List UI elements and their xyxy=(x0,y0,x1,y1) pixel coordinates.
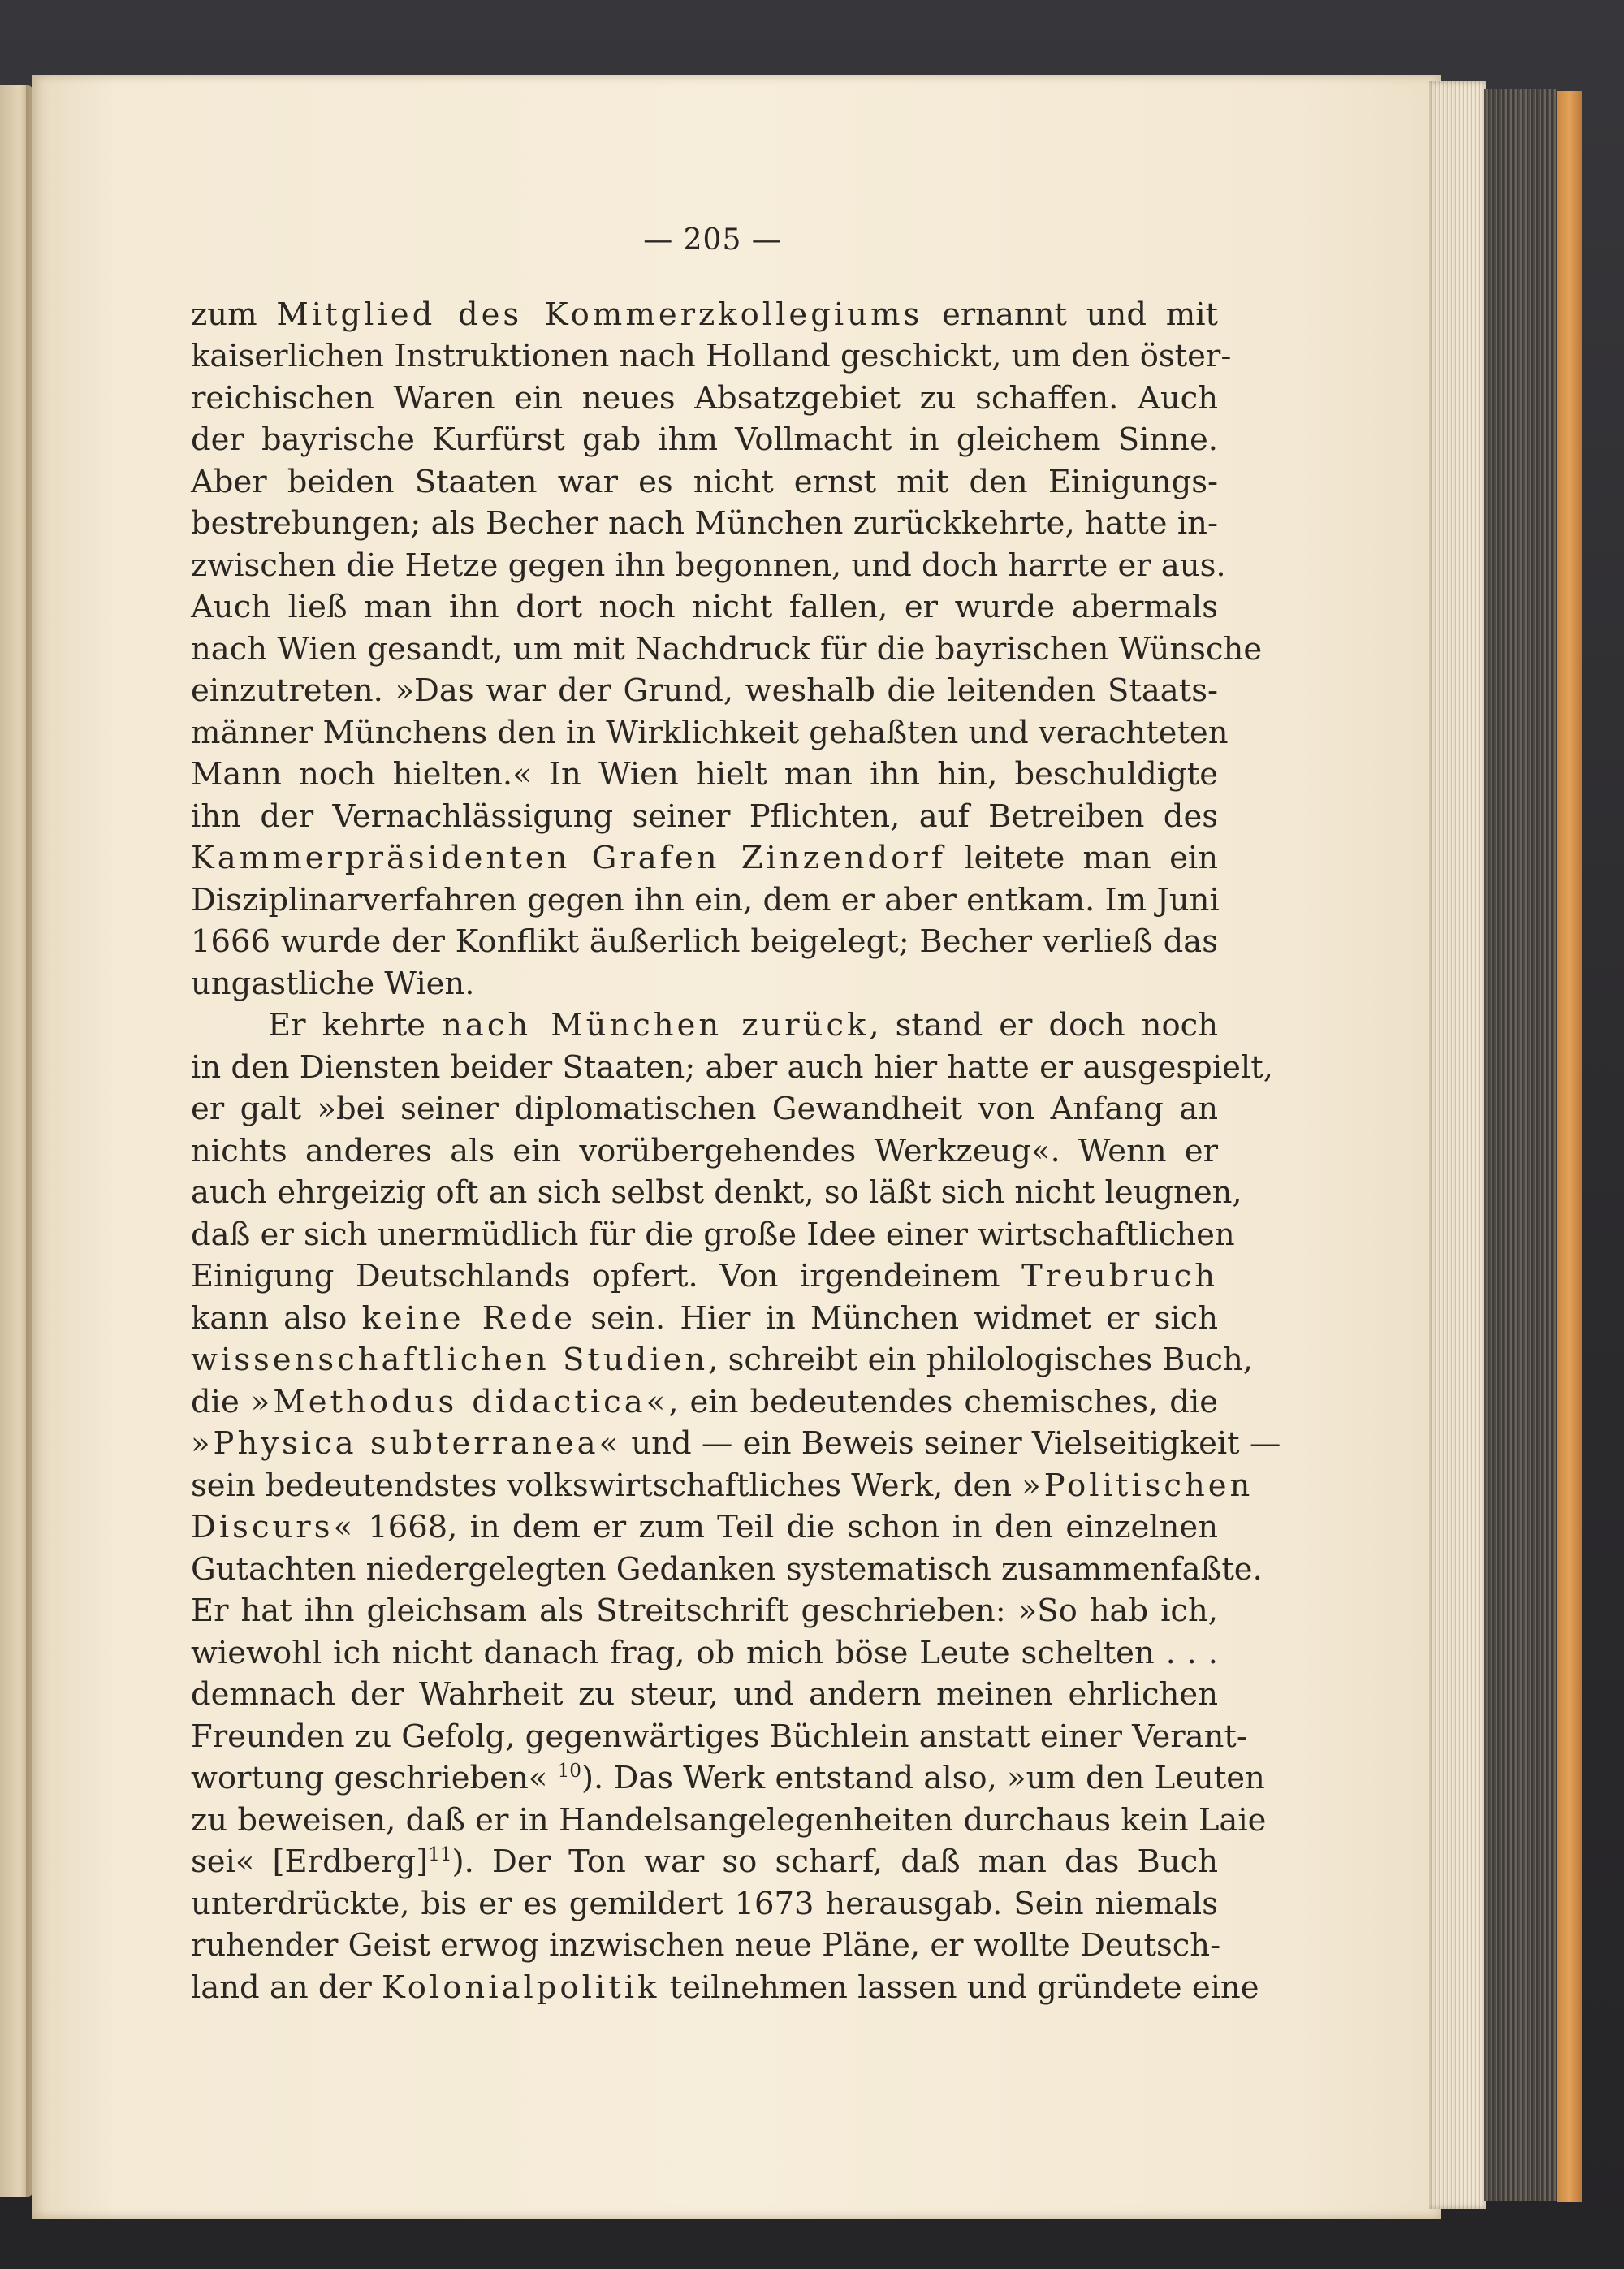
text-line xyxy=(191,1967,1259,2009)
text-line xyxy=(191,1841,1218,1883)
text-line xyxy=(191,294,1218,336)
text-run: nach München zurück xyxy=(442,1007,870,1044)
text-run: reichischen Waren ein neues Absatzgebiet zu schaffen. Auch xyxy=(191,379,1218,417)
text-run: 1666 wurde der Konflikt äußerlich beigelegt; Becher verließ das xyxy=(191,923,1218,960)
text-line xyxy=(191,503,1218,545)
text-line xyxy=(191,1549,1263,1591)
text-run: zum xyxy=(191,296,277,333)
text-run: Auch ließ man ihn dort noch nicht fallen, er wurde abermals xyxy=(191,589,1218,625)
page-edges xyxy=(1429,81,1486,2209)
text-run: kann also xyxy=(191,1299,362,1337)
text-line xyxy=(191,586,1218,629)
text-run: sein. Hier in München widmet er sich xyxy=(576,1299,1218,1337)
text-run: demnach der Wahrheit zu steur, und andern meinen ehrlichen xyxy=(191,1676,1218,1713)
text-run: wiewohl ich nicht danach frag, ob mich böse Leute schelten . . . xyxy=(191,1634,1218,1671)
text-run: er galt »bei seiner diplomatischen Gewandheit von Anfang an xyxy=(191,1091,1218,1127)
text-line xyxy=(191,670,1218,712)
text-line xyxy=(191,335,1232,378)
text-run: Gutachten niedergelegten Gedanken systematisch zusammenfaßte. xyxy=(191,1550,1263,1588)
text-run: einzutreten. »Das war der Grund, weshalb die leitenden Staats- xyxy=(191,672,1218,709)
text-run: ). Der Ton war so scharf, daß man das Buch xyxy=(451,1843,1218,1880)
text-line xyxy=(191,629,1263,671)
text-line xyxy=(191,1339,1253,1381)
text-line xyxy=(191,1172,1242,1214)
text-run: ernannt und mit xyxy=(922,296,1219,333)
text-run: unterdrückte, bis er es gemildert 1673 herausgab. Sein niemals xyxy=(191,1885,1218,1922)
text-run: sein bedeutendstes volkswirtschaftliches Werk, den xyxy=(191,1467,1022,1504)
text-line xyxy=(191,963,1218,1005)
text-run: Er hat ihn gleichsam als Streitschrift geschrieben: »So hab ich, xyxy=(191,1593,1218,1629)
text-line xyxy=(191,1298,1218,1340)
text-run: Freunden zu Gefolg, gegenwärtiges Büchlein anstatt einer Verant- xyxy=(191,1718,1247,1755)
text-run: Treubruch xyxy=(1021,1258,1218,1294)
text-run: und — ein Beweis seiner Vielseitigkeit — xyxy=(621,1425,1281,1462)
text-line xyxy=(191,837,1218,880)
text-line xyxy=(191,1423,1281,1465)
text-run: ihn der Vernachlässigung seiner Pflichten, auf Betreiben des xyxy=(191,797,1218,835)
text-run: Aber beiden Staaten war es nicht ernst mit den Einigungs- xyxy=(191,463,1218,500)
text-line xyxy=(191,1506,1218,1549)
text-run: ungastliche Wien. xyxy=(191,965,475,1002)
text-run: Kolonialpolitik xyxy=(382,1969,660,2006)
text-run: in den Diensten beider Staaten; aber auch hier hatte er ausgespielt, xyxy=(191,1048,1273,1086)
text-line xyxy=(191,1674,1218,1716)
text-run: nichts anderes als ein vorübergehendes Werkzeug«. Wenn er xyxy=(191,1132,1218,1169)
text-run: 1668, in dem er zum Teil die schon in den einzelnen xyxy=(356,1509,1218,1545)
text-line xyxy=(191,1214,1235,1256)
text-line xyxy=(191,1883,1218,1925)
text-line xyxy=(191,1047,1273,1089)
text-run: , ein bedeutendes chemisches, die xyxy=(668,1383,1219,1420)
paragraph-1 xyxy=(191,294,1263,1005)
text-run: wissenschaftlichen Studien xyxy=(191,1342,709,1378)
text-run: »Physica subterranea« xyxy=(191,1425,622,1462)
text-run: männer Münchens den in Wirklichkeit gehaßten und verachteten xyxy=(191,714,1229,751)
text-run: bestrebungen; als Becher nach München zurückkehrte, hatte in- xyxy=(191,505,1218,542)
page-number: — 205 — xyxy=(643,223,782,257)
text-run: zwischen die Hetze gegen ihn begonnen, und doch harrte er aus. xyxy=(191,547,1226,584)
text-run: Einigung Deutschlands opfert. Von irgendeinem xyxy=(191,1258,1022,1294)
text-line xyxy=(191,1716,1247,1758)
text-line xyxy=(191,1800,1267,1842)
text-run: wortung geschrieben« xyxy=(191,1760,558,1796)
text-line xyxy=(191,796,1218,838)
text-run: auch ehrgeizig oft an sich selbst denkt, so läßt sich nicht leugnen, xyxy=(191,1174,1242,1211)
text-run: Er kehrte xyxy=(268,1007,443,1044)
text-line xyxy=(191,1256,1218,1298)
text-line xyxy=(191,1590,1218,1632)
text-run: der bayrische Kurfürst gab ihm Vollmacht in gleichem Sinne. xyxy=(191,421,1218,458)
text-line xyxy=(191,754,1218,796)
text-run: , stand er doch noch xyxy=(869,1007,1218,1044)
footnote-ref: 10 xyxy=(557,1761,581,1783)
text-run: sei« [Erdberg] xyxy=(191,1843,429,1880)
text-line xyxy=(191,419,1218,461)
text-run: ). Das Werk entstand also, »um den Leuten xyxy=(581,1760,1265,1796)
text-line xyxy=(191,1465,1254,1507)
text-run: Disziplinarverfahren gegen ihn ein, dem er aber entkam. Im Juni xyxy=(191,881,1220,918)
text-line xyxy=(191,880,1218,922)
text-run: ruhender Geist erwog inzwischen neue Pläne, er wollte Deutsch- xyxy=(191,1927,1221,1964)
text-line xyxy=(191,1381,1218,1424)
text-run: die xyxy=(191,1383,251,1420)
text-run: Kammerpräsidenten Grafen Zinzendorf xyxy=(191,840,947,876)
paragraph-2 xyxy=(191,1005,1281,2008)
page-block-shadow xyxy=(1484,89,1557,2201)
text-line xyxy=(191,1005,1218,1047)
text-line xyxy=(191,712,1229,754)
text-line xyxy=(191,1925,1221,1967)
text-run: daß er sich unermüdlich für die große Idee einer wirtschaftlichen xyxy=(191,1216,1235,1253)
text-run: »Politischen xyxy=(1021,1467,1254,1504)
text-run: , schreibt ein philologisches Buch, xyxy=(708,1342,1253,1378)
text-line xyxy=(191,378,1218,420)
text-line xyxy=(191,1130,1218,1173)
text-run: zu beweisen, daß er in Handelsangelegenheiten durchaus kein Laie xyxy=(191,1801,1267,1839)
text-run: Mann noch hielten.« In Wien hielt man ihn hin, beschuldigte xyxy=(191,756,1218,793)
text-run: nach Wien gesandt, um mit Nachdruck für die bayrischen Wünsche xyxy=(191,630,1263,668)
text-run: leitete man ein xyxy=(946,840,1218,876)
text-line xyxy=(191,1757,1265,1800)
text-line xyxy=(191,1632,1218,1675)
text-run: Discurs« xyxy=(191,1509,356,1545)
text-run: land an der xyxy=(191,1969,382,2006)
page-text xyxy=(191,219,1281,2008)
text-line xyxy=(191,1088,1218,1130)
text-line xyxy=(191,461,1218,504)
footnote-ref: 11 xyxy=(428,1844,452,1866)
text-run: kaiserlichen Instruktionen nach Holland geschickt, um den öster- xyxy=(191,338,1232,374)
text-run: teilnehmen lassen und gründete eine xyxy=(659,1969,1259,2006)
text-line xyxy=(191,921,1218,963)
text-run: »Methodus didactica« xyxy=(250,1383,669,1420)
text-run: Mitglied des Kommerzkollegiums xyxy=(276,296,923,333)
text-line xyxy=(191,545,1226,587)
book-cover-edge xyxy=(1557,91,1582,2202)
text-run: keine Rede xyxy=(361,1299,577,1337)
